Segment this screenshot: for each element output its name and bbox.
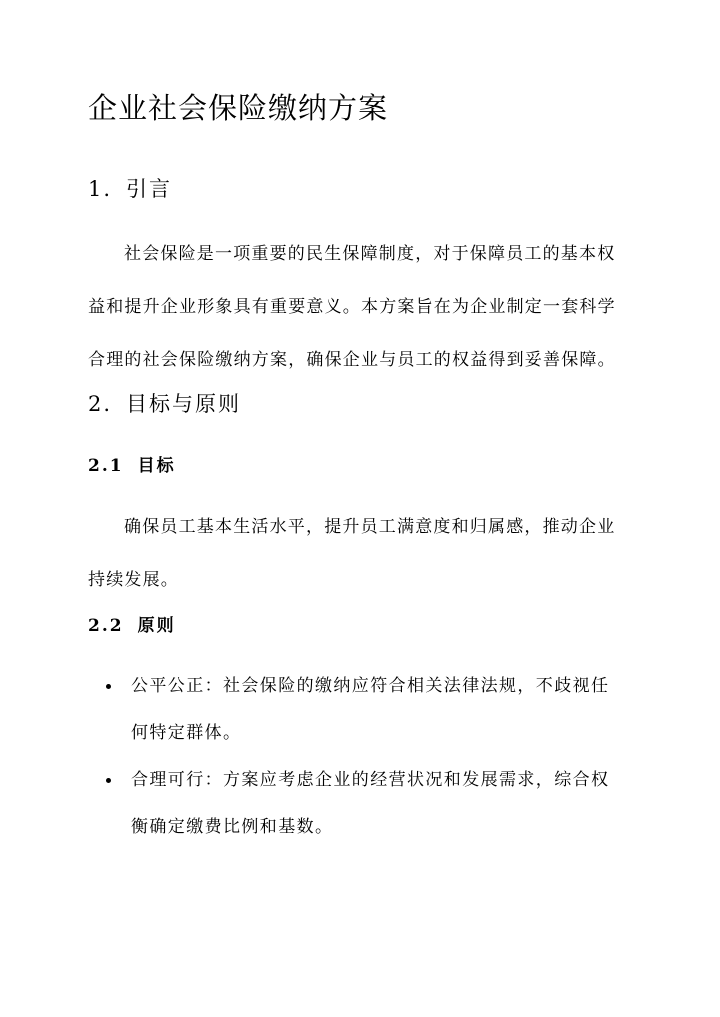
paragraph-line: 确保员工基本生活水平，提升员工满意度和归属感，推动企业	[124, 517, 616, 537]
paragraph-line: 持续发展。	[88, 570, 179, 590]
paragraph-line: 益和提升企业形象具有重要意义。本方案旨在为企业制定一套科学	[88, 297, 616, 317]
goals-paragraph	[88, 510, 633, 598]
list-item-line: 公平公正：社会保险的缴纳应符合相关法律法规，不歧视任	[131, 676, 610, 696]
section-heading-introduction	[88, 174, 172, 204]
bullet-icon	[106, 778, 111, 783]
list-item	[88, 763, 633, 845]
introduction-paragraph	[88, 237, 633, 378]
subsection-title: 目标	[137, 456, 176, 476]
list-item-line: 衡确定缴费比例和基数。	[131, 817, 334, 837]
subsection-heading-goals	[88, 453, 176, 479]
section-heading-goals-principles	[88, 389, 241, 419]
section-number: 1.	[88, 177, 113, 201]
section-title: 目标与原则	[126, 392, 242, 416]
paragraph-line: 社会保险是一项重要的民生保障制度，对于保障员工的基本权	[124, 244, 616, 264]
section-title: 引言	[126, 177, 173, 201]
list-item-line: 何特定群体。	[131, 723, 242, 743]
list-item-line: 合理可行：方案应考虑企业的经营状况和发展需求，综合权	[131, 770, 610, 790]
subsection-number: 2.2	[88, 616, 124, 636]
principles-list	[88, 669, 633, 845]
document-title: 企业社会保险缴纳方案	[88, 91, 389, 125]
list-item	[88, 669, 633, 751]
subsection-heading-principles	[88, 613, 176, 639]
paragraph-line: 合理的社会保险缴纳方案，确保企业与员工的权益得到妥善保障。	[88, 350, 616, 370]
section-number: 2.	[88, 392, 113, 416]
subsection-number: 2.1	[88, 456, 124, 476]
bullet-icon	[106, 684, 111, 689]
subsection-title: 原则	[137, 616, 176, 636]
